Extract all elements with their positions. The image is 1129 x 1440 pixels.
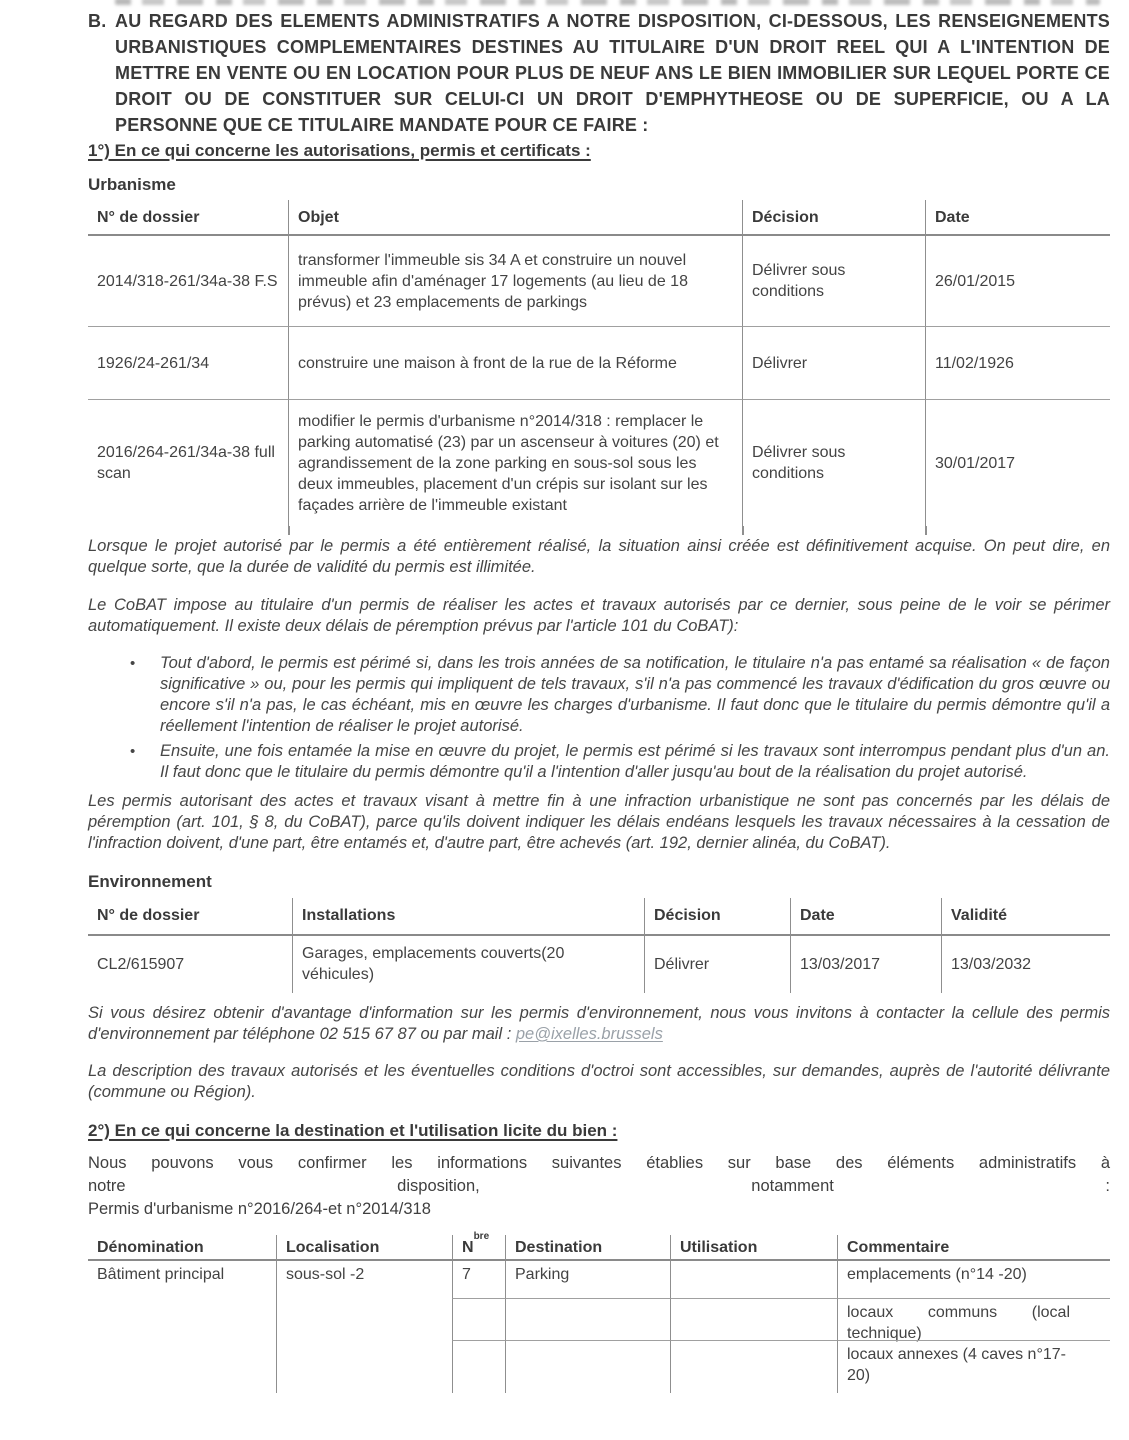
- environnement-title: Environnement: [88, 871, 212, 891]
- note-paragraph: Le CoBAT impose au titulaire d'un permis de réaliser les actes et travaux autorisés par ce dernier, sous peine de le voir se périmer automatiquement. Il existe deux délais de péremption prévus par l'article 101 du CoBAT):: [88, 595, 1110, 635]
- table-cell-date: 26/01/2015: [925, 236, 1110, 326]
- table-cell-dossier: CL2/615907: [97, 955, 185, 973]
- column-header: Date: [790, 898, 941, 936]
- header-paragraph-b: [88, 8, 1110, 138]
- section-1-heading: 1°) En ce qui concerne les autorisations, permis et certificats :: [88, 141, 591, 160]
- table-rule-overhang: [288, 526, 290, 535]
- table-cell-date: 30/01/2017: [925, 399, 1110, 526]
- table-cell-nbre: [452, 1298, 505, 1340]
- table-cell-localisation: sous-sol -2: [276, 1261, 452, 1298]
- table-cell-decision: Délivrer: [742, 326, 925, 399]
- table-cell-destination: [505, 1340, 670, 1393]
- paragraph-line: Permis d'urbanisme n°2016/264-et n°2014/318: [88, 1199, 431, 1218]
- table-cell-destination: [505, 1298, 670, 1340]
- table-cell-dossier: 2016/264-261/34a-38 full scan: [88, 399, 288, 526]
- environment-email-link[interactable]: pe@ixelles.brussels: [515, 1024, 663, 1043]
- scan-artifact-top: [115, 0, 1100, 5]
- header-text: AU REGARD DES ELEMENTS ADMINISTRATIFS A NOTRE DISPOSITION, CI-DESSOUS, LES RENSEIGNEMENTS URBANISTIQUES COMPLEMENTAIRES DESTINES AU TITULAIRE D'UN DROIT REEL QUI A L'INTENTION DE METTRE EN VENTE OU EN LOCATION POUR PLUS DE NEUF ANS LE BIEN IMMOBILIER SUR LEQUEL PORTE CE DROIT OU DE CONSTITUER SUR CELUI-CI UN DROIT D'EMPHYTHEOSE OU DE SUPERFICIE, OU A LA PERSONNE QUE CE TITULAIRE MANDATE POUR CE FAIRE :: [115, 11, 1110, 135]
- table-cell-commentaire: locaux annexes (4 caves n°17-20): [837, 1340, 1110, 1393]
- word: disposition,: [397, 1176, 480, 1195]
- table-cell-commentaire: [837, 1298, 1110, 1340]
- word: :: [1105, 1176, 1110, 1195]
- table-cell-utilisation: [670, 1298, 837, 1340]
- paragraph-line-justified: [88, 1175, 1110, 1198]
- table-cell-denomination: [88, 1298, 276, 1340]
- column-header: Validité: [941, 898, 1110, 936]
- table-cell-nbre: 7: [452, 1261, 505, 1298]
- table-cell-destination: Parking: [505, 1261, 670, 1298]
- column-header-nbre: N bre: [452, 1235, 505, 1261]
- table-cell-dossier: 1926/24-261/34: [88, 326, 288, 399]
- contact-text: Si vous désirez obtenir d'avantage d'information sur les permis d'environnement, nous vous invitons à contacter la cellule des permis d'environnement par téléphone 02 515 67 87 ou par mail :: [88, 1003, 1110, 1043]
- word: notre: [88, 1176, 126, 1195]
- table-cell-installations: Garages, emplacements couverts(20 véhicules): [292, 936, 644, 993]
- table-rule-overhang: [925, 526, 927, 535]
- column-header: Date: [925, 200, 1110, 236]
- destination-table: [88, 1230, 1110, 1393]
- column-header: Décision: [644, 898, 790, 936]
- environnement-contact-paragraph: [88, 1003, 1110, 1045]
- column-header: Décision: [742, 200, 925, 236]
- table-cell-decision: Délivrer sous conditions: [742, 399, 925, 526]
- table-rule-overhang: [742, 526, 744, 535]
- environnement-table: [88, 898, 1110, 993]
- table-cell-dossier: 2014/318-261/34a-38 F.S: [97, 272, 278, 290]
- list-item: • Ensuite, une fois entamée la mise en œuvre du projet, le permis est périmé si les travaux sont interrompus pendant plus d'un an. Il faut donc que le titulaire du permis démontre qu'il a l'intention d'aller jusqu'au bout de la réalisation du projet autorisé.: [88, 741, 1110, 783]
- table-cell-nbre: [452, 1340, 505, 1393]
- list-item: • Tout d'abord, le permis est périmé si, dans les trois années de sa notification, le titulaire n'a pas entamé sa réalisation « de façon significative » ou, pour les permis qui impliquent de tels travaux, s'il n'a pas commencé les travaux d'édification du gros œuvre ou encore s'il n'a pas, le cas échéant, mis en œuvre les charges d'urbanisme. Il faut donc que le titulaire du permis démontre qu'il a réellement l'intention de réaliser le projet autorisé.: [88, 653, 1110, 737]
- table-cell-objet: transformer l'immeuble sis 34 A et construire un nouvel immeuble afin d'aménager 17 logements (au lieu de 18 prévus) et 23 emplacements de parkings: [288, 236, 742, 326]
- header-label: B.: [88, 11, 107, 31]
- column-header: Commentaire: [837, 1235, 1110, 1261]
- column-header: Utilisation: [670, 1235, 837, 1261]
- column-header: Localisation: [276, 1235, 452, 1261]
- paragraph-line: Nous pouvons vous confirmer les informations suivantes établies sur base des éléments administratifs à: [88, 1153, 1110, 1172]
- note-paragraph: Les permis autorisant des actes et travaux visant à mettre fin à une infraction urbanistique ne sont pas concernés par les délais de péremption (art. 101, § 8, du CoBAT), parce qu'ils doivent indiquer les délais endéans lesquels les travaux nécessaires à la cessation de l'infraction doivent, d'une part, être entamés et, d'autre part, être achevés (art. 192, dernier alinéa, du CoBAT).: [88, 792, 1110, 852]
- table-cell-validite: 13/03/2032: [941, 936, 1110, 993]
- column-header: Destination: [505, 1235, 670, 1261]
- word: notamment: [751, 1176, 834, 1195]
- column-header: N° de dossier: [88, 898, 292, 936]
- commentaire-text: locaux communs (local technique): [847, 1303, 1070, 1342]
- urbanisme-table: [88, 200, 1110, 526]
- note-paragraph: La description des travaux autorisés et les éventuelles conditions d'octroi sont accessibles, sur demandes, auprès de l'autorité délivrante (commune ou Région).: [88, 1062, 1110, 1101]
- table-cell-localisation: [276, 1340, 452, 1393]
- section-2-heading: 2°) En ce qui concerne la destination et l'utilisation licite du bien :: [88, 1120, 618, 1140]
- table-cell-objet: construire une maison à front de la rue de la Réforme: [288, 326, 742, 399]
- column-header: Objet: [288, 200, 742, 236]
- table-cell-date: 11/02/1926: [925, 326, 1110, 399]
- column-header: Dénomination: [88, 1235, 276, 1261]
- table-cell-decision: Délivrer: [644, 936, 790, 993]
- table-cell-utilisation: [670, 1340, 837, 1393]
- table-cell-date: 13/03/2017: [790, 936, 941, 993]
- note-paragraph: Lorsque le projet autorisé par le permis a été entièrement réalisé, la situation ainsi créée est définitivement acquise. On peut dire, en quelque sorte, que la durée de validité du permis est illimitée.: [88, 537, 1110, 576]
- nbre-base: N: [462, 1238, 474, 1256]
- urbanisme-title: Urbanisme: [88, 175, 176, 194]
- table-cell-decision: Délivrer sous conditions: [742, 236, 925, 326]
- column-header: Installations: [292, 898, 644, 936]
- column-header: N° de dossier: [88, 200, 288, 236]
- table-cell-utilisation: [670, 1261, 837, 1298]
- confirmation-paragraph: [88, 1152, 1110, 1221]
- peremption-bullet-list: [88, 653, 1110, 783]
- table-cell-localisation: [276, 1298, 452, 1340]
- table-cell-denomination: [88, 1340, 276, 1393]
- table-cell-denomination: Bâtiment principal: [97, 1265, 225, 1283]
- table-cell-commentaire: emplacements (n°14 -20): [837, 1261, 1110, 1298]
- table-cell-objet: modifier le permis d'urbanisme n°2014/318 : remplacer le parking automatisé (23) par un ascenseur à voitures (20) et agrandissement de la zone parking en sous-sol sous les deux immeubles, placement d'un crépis sur isolant sur les façades arrière de l'immeuble existant: [288, 399, 742, 526]
